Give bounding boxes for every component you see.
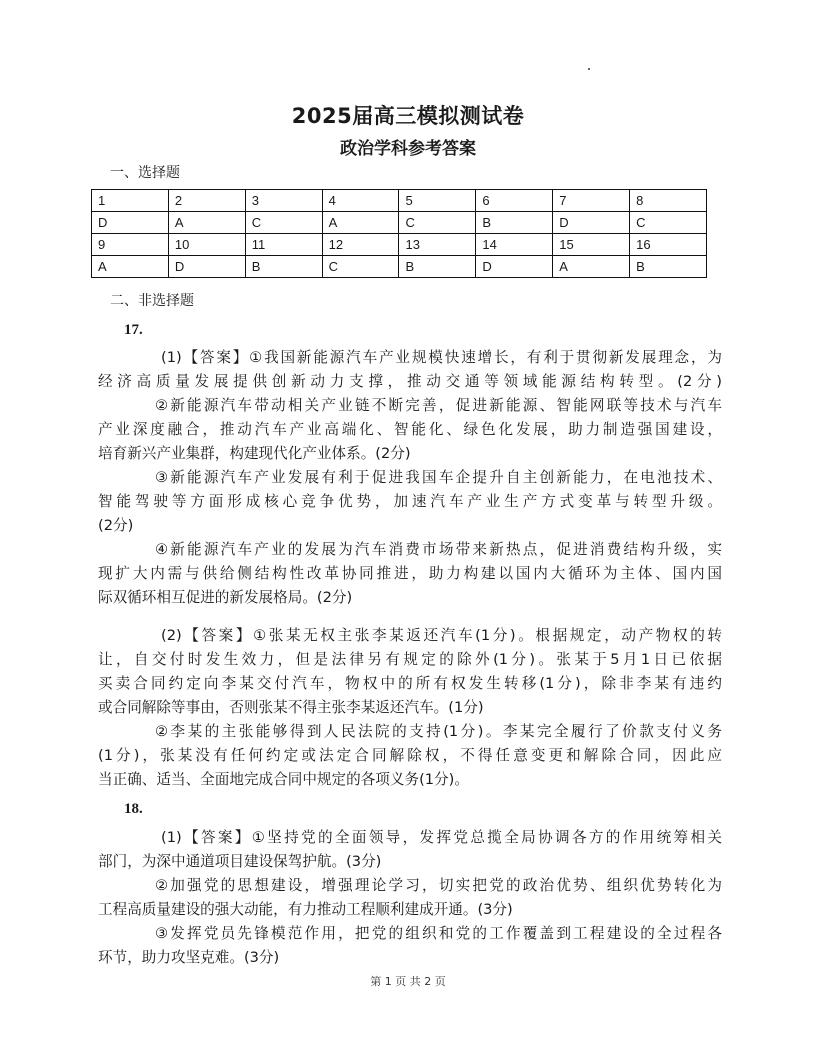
stray-mark — [588, 68, 590, 70]
answer-cell: A — [322, 212, 399, 234]
answer-cell: B — [245, 256, 322, 278]
answer-text-line: ②新能源汽车带动相关产业链不断完善，促进新能源、智能网联等技术与汽车 — [155, 397, 722, 414]
answer-cell: C — [245, 212, 322, 234]
answer-text-line: 当正确、适当、全面地完成合同中规定的各项义务(1分)。 — [98, 771, 469, 788]
answer-text-line: (2)【答案】①张某无权主张李某返还汽车(1分)。根据规定，动产物权的转 — [161, 627, 722, 644]
question-number-cell: 11 — [245, 234, 322, 256]
answer-text-line: (1)【答案】①坚持党的全面领导，发挥党总揽全局协调各方的作用统筹相关 — [161, 829, 722, 846]
answer-text-line: 或合同解除等事由，否则张某不得主张李某返还汽车。(1分) — [98, 699, 484, 716]
answer-text-line: 智能驾驶等方面形成核心竞争优势，加速汽车产业生产方式变革与转型升级。 — [98, 493, 722, 510]
answer-text-line: ③新能源汽车产业发展有利于促进我国车企提升自主创新能力，在电池技术、 — [155, 469, 722, 486]
section-heading-multiple-choice: 一、选择题 — [110, 165, 180, 181]
answer-cell: D — [168, 256, 245, 278]
question-number-18: 18. — [124, 801, 143, 817]
answer-cell: D — [476, 256, 553, 278]
answer-text-line: 经济高质量发展提供创新动力支撑，推动交通等领域能源结构转型。(2分) — [98, 373, 722, 390]
page-title: 2025届高三模拟测试卷 — [291, 104, 525, 128]
question-number-row — [92, 234, 707, 256]
question-number-cell: 7 — [553, 190, 630, 212]
page-footer: 第 1 页 共 2 页 — [370, 975, 446, 988]
answer-text-line: 工程高质量建设的强大动能，有力推动工程顺利建成开通。(3分) — [98, 901, 513, 918]
question-number-cell: 3 — [245, 190, 322, 212]
answer-text-line: ④新能源汽车产业的发展为汽车消费市场带来新热点，促进消费结构升级，实 — [155, 541, 722, 558]
answer-cell: D — [92, 212, 169, 234]
question-number-cell: 10 — [168, 234, 245, 256]
answer-cell: C — [322, 256, 399, 278]
answer-text-line: 际双循环相互促进的新发展格局。(2分) — [98, 589, 353, 606]
question-number-cell: 15 — [553, 234, 630, 256]
question-number-cell: 4 — [322, 190, 399, 212]
answer-text-line: 产业深度融合，推动汽车产业高端化、智能化、绿色化发展，助力制造强国建设， — [98, 421, 722, 438]
answer-text-line: ③发挥党员先锋模范作用，把党的组织和党的工作覆盖到工程建设的全过程各 — [155, 925, 722, 942]
answer-text-line: 培育新兴产业集群，构建现代化产业体系。(2分) — [98, 445, 411, 462]
answer-cell: B — [476, 212, 553, 234]
question-number-cell: 16 — [630, 234, 707, 256]
answer-text-line: 部门，为深中通道项目建设保驾护航。(3分) — [98, 853, 382, 870]
question-number-cell: 1 — [92, 190, 169, 212]
question-number-cell: 12 — [322, 234, 399, 256]
answer-row — [92, 256, 707, 278]
question-number-17: 17. — [124, 322, 143, 338]
answer-text-line: (1分)，张某没有任何约定或法定合同解除权，不得任意变更和解除合同，因此应 — [98, 747, 722, 764]
answer-text-line: (2分) — [98, 517, 134, 534]
answer-text-line: ②李某的主张能够得到人民法院的支持(1分)。李某完全履行了价款支付义务 — [155, 723, 722, 740]
answer-cell: C — [630, 212, 707, 234]
section-heading-non-choice: 二、非选择题 — [110, 293, 194, 309]
question-number-cell: 8 — [630, 190, 707, 212]
answer-text-line: 现扩大内需与供给侧结构性改革协同推进，助力构建以国内大循环为主体、国内国 — [98, 565, 722, 582]
answer-cell: B — [630, 256, 707, 278]
answer-cell: A — [553, 256, 630, 278]
question-number-cell: 13 — [399, 234, 476, 256]
answer-text-line: 环节，助力攻坚克难。(3分) — [98, 949, 280, 966]
question-number-row — [92, 190, 707, 212]
page-subtitle: 政治学科参考答案 — [340, 139, 476, 159]
answer-text-line: (1)【答案】①我国新能源汽车产业规模快速增长，有利于贯彻新发展理念，为 — [161, 349, 722, 366]
question-number-cell: 9 — [92, 234, 169, 256]
answer-text-line: ②加强党的思想建设，增强理论学习，切实把党的政治优势、组织优势转化为 — [155, 877, 722, 894]
answer-cell: C — [399, 212, 476, 234]
answer-cell: A — [92, 256, 169, 278]
question-number-cell: 5 — [399, 190, 476, 212]
question-number-cell: 14 — [476, 234, 553, 256]
answer-text-line: 买卖合同约定向李某交付汽车，物权中的所有权发生转移(1分)，除非李某有违约 — [98, 675, 722, 692]
question-number-cell: 2 — [168, 190, 245, 212]
question-number-cell: 6 — [476, 190, 553, 212]
answer-cell: A — [168, 212, 245, 234]
answer-cell: D — [553, 212, 630, 234]
answer-text-line: 让，自交付时发生效力，但是法律另有规定的除外(1分)。张某于5月1日已依据 — [98, 651, 722, 668]
answer-row — [92, 212, 707, 234]
answer-table — [91, 189, 707, 278]
answer-cell: B — [399, 256, 476, 278]
